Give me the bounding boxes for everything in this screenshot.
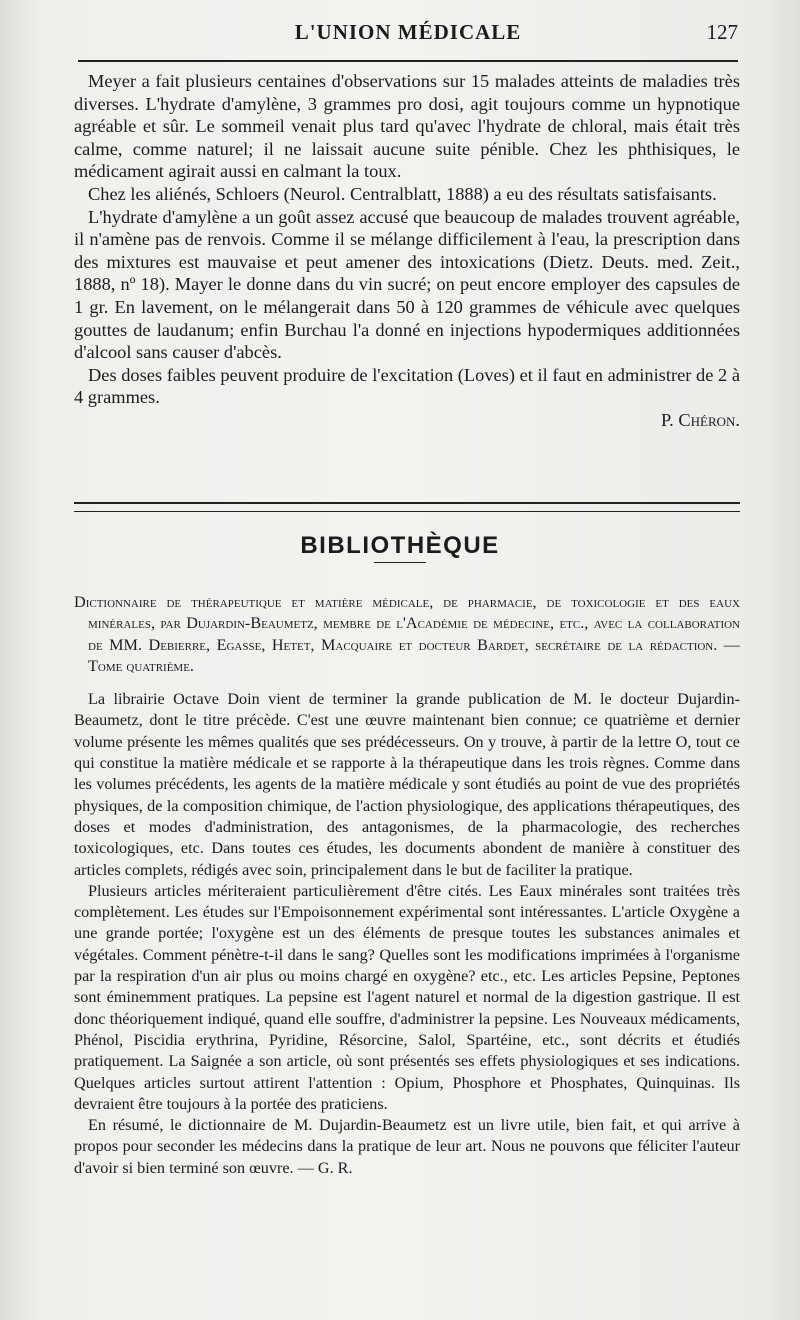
paragraph: Plusieurs articles mériteraient particulièrement d'être cités. Les Eaux minérales sont traitées très complètement. Les études sur l'Empoisonnement expérimental sont intéressantes. L'article Oxygène a une grande portée; l'oxygène est un des éléments de presque toutes les substances animales et végétales. Comment pénètre-t-il dans le sang? Quelles sont les modifications imprimées à l'organisme par la respiration d'un air plus ou moins chargé en oxygène? etc., etc. Les articles Pepsine, Peptones sont éminemment pratiques. La pepsine est l'agent naturel et normal de la digestion gastrique. Il est donc théoriquement indiqué, quand elle souffre, d'administrer la pepsine. Les Nouveaux médicaments, Phénol, Piscidia erythrina, Pyridine, Résorcine, Salol, Spartéine, etc., sont décrits et étudiés pratiquement. La Saignée a son article, où sont présentés ses effets physiologiques et ses indications. Quelques articles surtout attirent l'attention : Opium, Phosphore et Phosphates, Quinquinas. Ils devraient être toujours à la portée des praticiens. [74,881,740,1113]
bibliographic-entry: Dictionnaire de thérapeutique et matière médicale, de pharmacie, de toxicologie et des eaux minérales, par Dujardin-Beaumetz, membre de l'Académie de médecine, etc., avec la collaboration de MM. Debierre, Egasse, Hetet, Macquaire et docteur Bardet, secrétaire de la rédaction. — Tome quatrième. [74,593,740,675]
title-underline [374,562,426,563]
article-text [74,70,740,432]
paragraph: L'hydrate d'amylène a un goût assez accusé que beaucoup de malades trouvent agréable, il n'amène pas de renvois. Comme il se mélange difficilement à l'eau, la prescription dans des mixtures est mauvaise et peut amener des intoxications (Dietz. Deuts. med. Zeit., 1888, nº 18). Mayer le donne dans du vin sucré; on peut encore employer des capsules de 1 gr. En lavement, on le mélangerait dans 50 à 120 grammes de véhicule avec quelques gouttes de laudanum; enfin Burchau l'a donné en injections hypodermiques additionnées d'alcool sans causer d'abcès. [74,206,740,363]
journal-title: L'UNION MÉDICALE [294,20,522,44]
paragraph: Chez les aliénés, Schloers (Neurol. Centralblatt, 1888) a eu des résultats satisfaisants. [88,183,717,204]
header-rule [78,60,738,62]
paragraph: Meyer a fait plusieurs centaines d'observations sur 15 malades atteints de maladies très diverses. L'hydrate d'amylène, 3 grammes pro dosi, agit toujours comme un hypnotique agréable et sûr. Le sommeil venait plus tard qu'avec l'hydrate de chloral, mais était très calme, comme naturel; il ne laissait aucune suite pénible. Chez les phthisiques, le médicament agirait aussi en calmant la toux. [74,71,740,182]
section-divider [74,502,740,512]
signature [74,409,740,432]
page-header [78,14,738,54]
paragraph: En résumé, le dictionnaire de M. Dujardin-Beaumetz est un livre utile, bien fait, et qui arrive à propos pour seconder les médecins dans la pratique de leur art. Nous ne pouvons que féliciter l'auteur d'avoir si bien terminé son œuvre. — G. R. [74,1116,740,1177]
paragraph: La librairie Octave Doin vient de terminer la grande publication de M. le docteur Dujardin-Beaumetz, dont le titre précède. C'est une œuvre maintenant bien connue; ce quatrième et dernier volume présente les mêmes qualités que ses prédécesseurs. On y trouve, à partir de la lettre O, tout ce qui constitue la matière médicale et se rapporte à la thérapeutique dans les trois règnes. Comme dans les volumes précédents, les agents de la matière médicale y sont étudiés au point de vue des propriétés physiques, de la composition chimique, de l'action physiologique, des applications thérapeutiques, des doses et modes d'administration, des antagonismes, de la pharmacologie, des recherches toxicologiques, etc. Dans toutes ces études, les documents abondent de manière à constituer des articles complets, rédigés avec soin, principalement dans le but de faciliter la pratique. [74,690,740,879]
page-number: 127 [706,20,738,44]
paragraph: Des doses faibles peuvent produire de l'excitation (Loves) et il faut en administrer de 2 à 4 grammes. [74,364,740,408]
review-text [74,592,740,1179]
section-title: BIBLIOTHÈQUE [300,532,500,559]
signature-text: P. Chéron. [660,409,740,430]
